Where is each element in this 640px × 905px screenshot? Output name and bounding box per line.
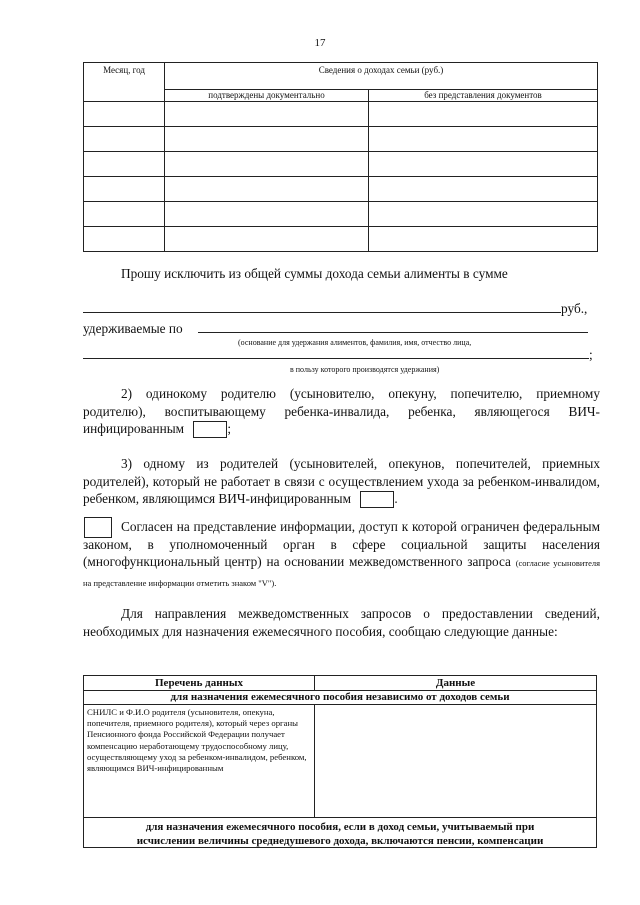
beneficiary-line bbox=[83, 346, 600, 364]
month-cell[interactable] bbox=[84, 177, 165, 202]
item-single-parent bbox=[83, 385, 600, 438]
month-cell[interactable] bbox=[84, 152, 165, 177]
snils-data-field[interactable] bbox=[316, 706, 595, 816]
unconfirmed-cell[interactable] bbox=[369, 177, 598, 202]
withheld-label: удерживаемые по bbox=[83, 321, 183, 336]
col-month-header: Месяц, год bbox=[84, 63, 165, 102]
unconfirmed-cell[interactable] bbox=[369, 202, 598, 227]
unconfirmed-cell[interactable] bbox=[369, 227, 598, 252]
section-independent: для назначения ежемесячного пособия независимо от доходов семьи bbox=[84, 691, 596, 705]
header-divider bbox=[314, 676, 315, 690]
rub-label: руб., bbox=[561, 301, 588, 316]
page-number: 17 bbox=[314, 37, 326, 49]
sub-unconfirmed-header: без представления документов bbox=[369, 90, 598, 102]
month-cell[interactable] bbox=[84, 227, 165, 252]
confirmed-cell[interactable] bbox=[165, 202, 369, 227]
table-row bbox=[84, 127, 598, 152]
col-income-header: Сведения о доходах семьи (руб.) bbox=[165, 63, 598, 90]
alimony-amount-field[interactable] bbox=[83, 300, 561, 313]
section-pension-line2: исчислении величины среднедушевого дохода, включаются пенсии, компенсации bbox=[136, 835, 544, 847]
beneficiary-field[interactable] bbox=[83, 346, 589, 359]
unconfirmed-cell[interactable] bbox=[369, 152, 598, 177]
month-cell[interactable] bbox=[84, 202, 165, 227]
snils-cell: СНИЛС и Ф.И.О родителя (усыновителя, опекуна, попечителя, приемного родителя), который через органы Пенсионного фонда Российской Федерации получает компенсацию неработающему трудоспособному лицу, осуществляющему уход за ребенком-инвалидом, ребенком, являющимся ВИЧ-инфицированным bbox=[87, 707, 307, 774]
month-cell[interactable] bbox=[84, 102, 165, 127]
item3-checkbox[interactable] bbox=[360, 491, 394, 508]
item3-tail: . bbox=[394, 491, 398, 506]
data-table bbox=[83, 675, 597, 848]
confirmed-cell[interactable] bbox=[165, 102, 369, 127]
item2-checkbox[interactable] bbox=[193, 421, 227, 438]
table-row bbox=[84, 202, 598, 227]
table-row bbox=[84, 102, 598, 127]
item-non-working-parent bbox=[83, 455, 600, 508]
section-pension-line1: для назначения ежемесячного пособия, если в доход семьи, учитываемый при bbox=[145, 821, 535, 833]
confirmed-cell[interactable] bbox=[165, 177, 369, 202]
consent-paragraph bbox=[83, 518, 600, 592]
alimony-amount-line bbox=[83, 300, 600, 318]
alimony-request: Прошу исключить из общей суммы дохода семьи алименты в сумме bbox=[121, 266, 508, 281]
table-row bbox=[84, 227, 598, 252]
confirmed-cell[interactable] bbox=[165, 227, 369, 252]
item2-text: 2) одинокому родителю (усыновителю, опекуну, попечителю, приемному родителю), воспитывающему ребенка-инвалида, ребенка, являющегося ВИЧ-инфицированным bbox=[83, 386, 600, 436]
unconfirmed-cell[interactable] bbox=[369, 127, 598, 152]
section-pension bbox=[84, 817, 596, 849]
withheld-line bbox=[83, 320, 600, 338]
unconfirmed-cell[interactable] bbox=[369, 102, 598, 127]
withheld-basis-field[interactable] bbox=[198, 320, 588, 333]
row-divider bbox=[314, 705, 315, 817]
confirmed-cell[interactable] bbox=[165, 127, 369, 152]
data-table-header bbox=[84, 676, 596, 691]
month-cell[interactable] bbox=[84, 127, 165, 152]
sub-confirmed-header: подтверждены документально bbox=[165, 90, 369, 102]
item3-text: 3) одному из родителей (усыновителей, опекунов, попечителей, приемных родителей), который не работает в связи с осуществлением ухода за ребенком-инвалидом, ребенком, являющимся ВИЧ-инфицированным bbox=[83, 456, 600, 506]
confirmed-cell[interactable] bbox=[165, 152, 369, 177]
caption-beneficiary: в пользу которого производятся удержания) bbox=[290, 365, 440, 374]
col-list-header: Перечень данных bbox=[155, 677, 243, 689]
col-data-header: Данные bbox=[435, 677, 476, 689]
semicolon: ; bbox=[589, 347, 593, 362]
item2-tail: ; bbox=[227, 421, 232, 436]
table-row bbox=[84, 152, 598, 177]
consent-text: Согласен на представление информации, доступ к которой ограничен федеральным законом, в уполномоченный орган в сфере социальной защиты населения (многофункциональный центр) на основании межведомственного запроса bbox=[83, 519, 600, 569]
caption-basis: (основание для удержания алиментов, фамилия, имя, отчество лица, bbox=[238, 338, 472, 347]
requests-paragraph: Для направления межведомственных запросов о предоставлении сведений, необходимых для назначения ежемесячного пособия, сообщаю следующие данные: bbox=[83, 606, 600, 639]
table-row bbox=[84, 177, 598, 202]
consent-note: (согласие усыновителя на представление информации отметить знаком "V"). bbox=[83, 558, 601, 588]
income-table bbox=[83, 62, 598, 252]
